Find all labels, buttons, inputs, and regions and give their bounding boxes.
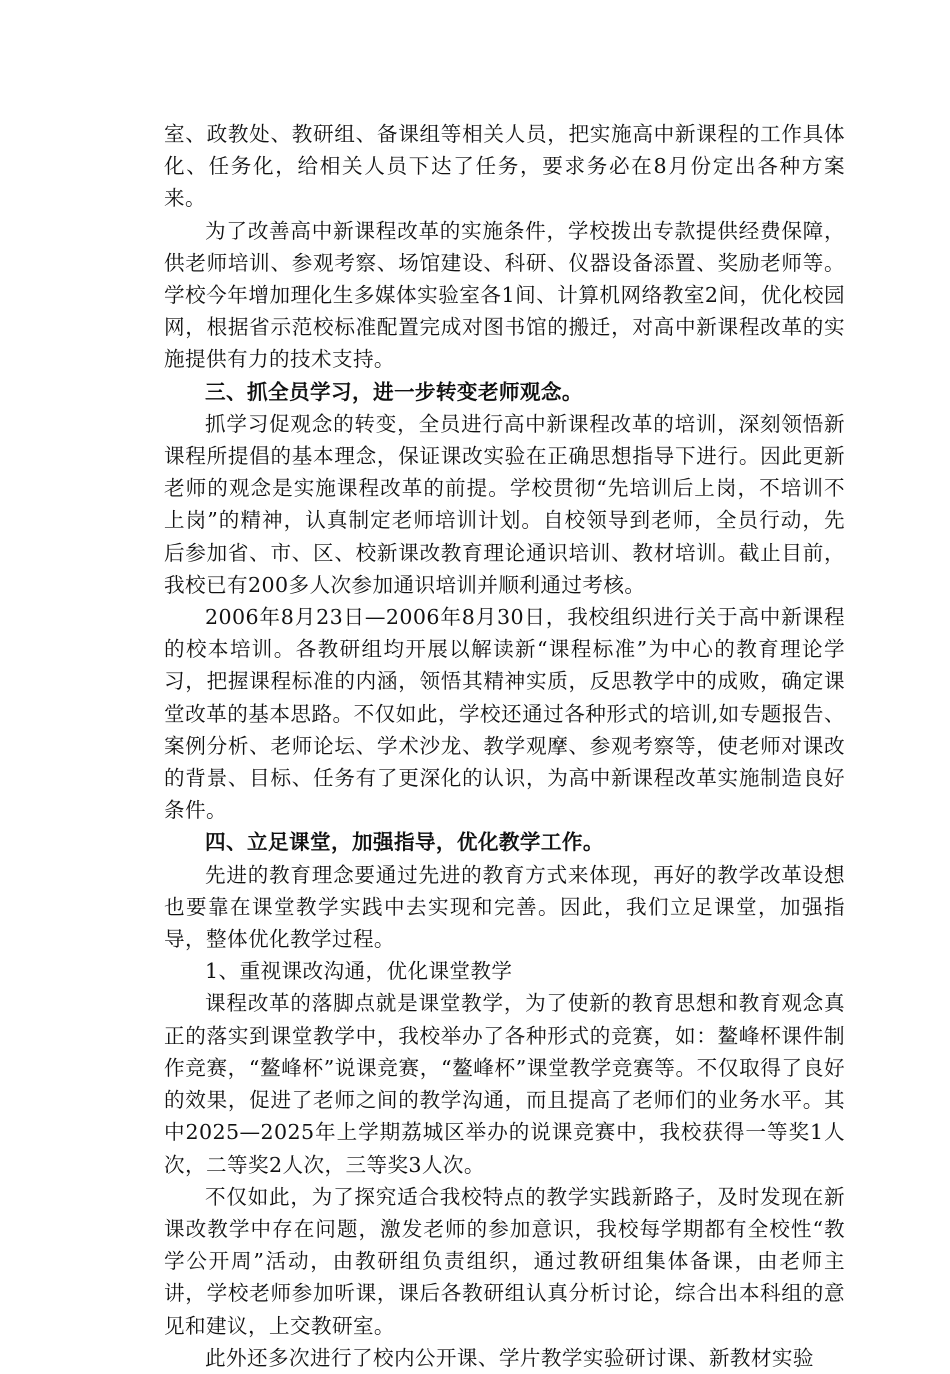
subheading-one: 1、重视课改沟通，优化课堂教学 bbox=[205, 959, 513, 984]
paragraph-continuation: 室、政教处、教研组、备课组等相关人员，把实施高中新课程的工作具体化、任务化，给相关人员下达了任务，要求务必在8月份定出各种方案来。 bbox=[164, 122, 845, 211]
paragraph-additional: 此外还多次进行了校内公开课、学片教学实验研讨课、新教材实验 bbox=[205, 1345, 814, 1370]
section-heading-four: 四、立足课堂，加强指导，优化教学工作。 bbox=[205, 830, 604, 855]
paragraph-school-training: 2006年8月23日—2006年8月30日，我校组织进行关于高中新课程的校本培训。各教研组均开展以解读新“课程标准”为中心的教育理论学习，把握课程标准的内涵，领悟其精神实质，反思教学中的成败，确定课堂改革的基本思路。不仅如此，学校还通过各种形式的培训,如专题报告、案例分析、老师论坛、学术沙龙、教学观摩、参观考察等，使老师对课改的背景、目标、任务有了更深化的认识，为高中新课程改革实施制造良好条件。 bbox=[164, 605, 845, 823]
paragraph-competitions: 课程改革的落脚点就是课堂教学，为了使新的教育思想和教育观念真正的落实到课堂教学中，我校举办了各种形式的竞赛，如：鳌峰杯课件制作竞赛，“鳌峰杯”说课竞赛，“鳌峰杯”课堂教学竞赛等。不仅取得了良好的效果，促进了老师之间的教学沟通，而且提高了老师们的业务水平。其中2025—2025年上学期荔城区举办的说课竞赛中，我校获得一等奖1人次，二等奖2人次，三等奖3人次。 bbox=[164, 991, 845, 1177]
section-heading-three: 三、抓全员学习，进一步转变老师观念。 bbox=[205, 379, 583, 404]
paragraph-funding: 为了改善高中新课程改革的实施条件，学校拨出专款提供经费保障，供老师培训、参观考察、场馆建设、科研、仪器设备添置、奖励老师等。学校今年增加理化生多媒体实验室各1间、计算机网络教室2间，优化校园网，根据省示范校标准配置完成对图书馆的搬迁，对高中新课程改革的实施提供有力的技术支持。 bbox=[164, 218, 845, 372]
paragraph-training: 抓学习促观念的转变，全员进行高中新课程改革的培训，深刻领悟新课程所提倡的基本理念，保证课改实验在正确思想指导下进行。因此更新老师的观念是实施课程改革的前提。学校贯彻“先培训后上岗，不培训不上岗”的精神，认真制定老师培训计划。自校领导到老师，全员行动，先后参加省、市、区、校新课改教育理论通识培训、教材培训。截止目前，我校已有200多人次参加通识培训并顺利通过考核。 bbox=[164, 411, 845, 597]
paragraph-teaching-concept: 先进的教育理念要通过先进的教育方式来体现，再好的教学改革设想也要靠在课堂教学实践中去实现和完善。因此，我们立足课堂，加强指导，整体优化教学过程。 bbox=[164, 862, 845, 952]
paragraph-open-week: 不仅如此，为了探究适合我校特点的教学实践新路子，及时发现在新课改教学中存在问题，激发老师的参加意识，我校每学期都有全校性“教学公开周”活动，由教研组负责组织，通过教研组集体备课，由老师主讲，学校老师参加听课，课后各教研组认真分析讨论，综合出本科组的意见和建议，上交教研室。 bbox=[164, 1184, 845, 1338]
